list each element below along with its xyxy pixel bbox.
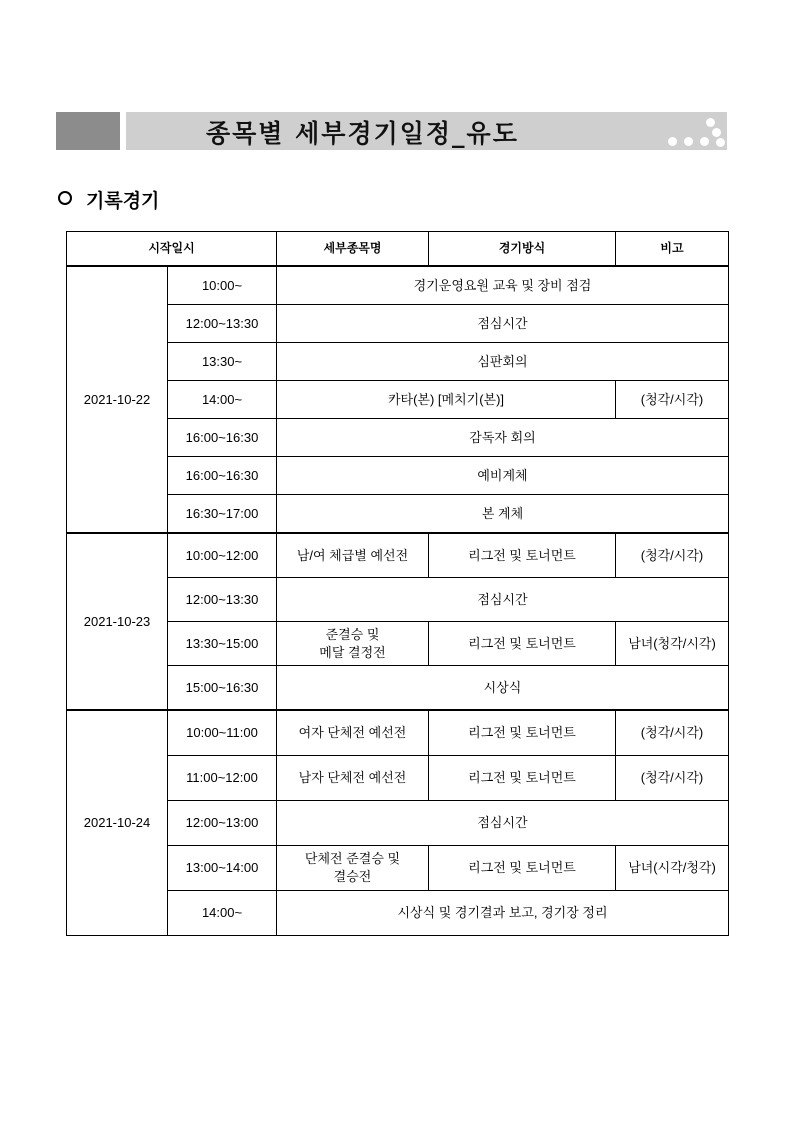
method-cell: 리그전 및 토너먼트 — [429, 533, 616, 578]
merged-cell: 점심시간 — [277, 578, 729, 622]
time-cell: 13:00~14:00 — [168, 846, 277, 891]
table-row — [67, 533, 729, 578]
event-cell: 남자 단체전 예선전 — [277, 756, 429, 801]
header-event: 세부종목명 — [277, 232, 429, 267]
section-title: 기록경기 — [86, 190, 160, 212]
time-cell: 12:00~13:30 — [168, 305, 277, 343]
note-cell: 남녀(시각/청각) — [616, 846, 729, 891]
method-cell: 리그전 및 토너먼트 — [429, 846, 616, 891]
note-cell: (청각/시각) — [616, 533, 729, 578]
method-cell: 리그전 및 토너먼트 — [429, 622, 616, 666]
event-line: 단체전 준결승 및 — [304, 851, 401, 867]
merged-cell: 심판회의 — [277, 343, 729, 381]
time-cell: 16:00~16:30 — [168, 457, 277, 495]
header-start: 시작일시 — [67, 232, 277, 267]
table-header-row — [67, 232, 729, 267]
time-cell: 14:00~ — [168, 381, 277, 419]
time-cell: 16:00~16:30 — [168, 419, 277, 457]
note-cell: (청각/시각) — [616, 756, 729, 801]
event-cell — [277, 846, 429, 891]
event-line: 준결승 및 — [325, 626, 380, 642]
merged-cell: 본 계체 — [277, 495, 729, 534]
date-cell: 2021-10-24 — [67, 710, 168, 936]
event-cell: 여자 단체전 예선전 — [277, 710, 429, 756]
table-row — [67, 266, 729, 305]
bullet-circle-icon — [58, 191, 72, 205]
header-note: 비고 — [616, 232, 729, 267]
merged-cell: 예비계체 — [277, 457, 729, 495]
title-banner — [56, 112, 727, 150]
time-cell: 10:00~12:00 — [168, 533, 277, 578]
merged-cell: 시상식 — [277, 666, 729, 711]
merged-cell: 경기운영요원 교육 및 장비 점검 — [277, 266, 729, 305]
header-method: 경기방식 — [429, 232, 616, 267]
section-heading — [58, 186, 159, 213]
event-line: 결승전 — [333, 869, 372, 884]
schedule-table — [66, 231, 729, 936]
dots-decoration-icon — [666, 116, 726, 148]
method-cell: 리그전 및 토너먼트 — [429, 756, 616, 801]
merged-cell: 감독자 회의 — [277, 419, 729, 457]
time-cell: 13:30~15:00 — [168, 622, 277, 666]
merged-cell: 시상식 및 경기결과 보고, 경기장 정리 — [277, 891, 729, 936]
date-cell: 2021-10-22 — [67, 266, 168, 533]
method-cell: 리그전 및 토너먼트 — [429, 710, 616, 756]
time-cell: 11:00~12:00 — [168, 756, 277, 801]
time-cell: 10:00~ — [168, 266, 277, 305]
merged-cell: 카타(본) [메치기(본)] — [277, 381, 616, 419]
page-title: 종목별 세부경기일정_유도 — [206, 119, 519, 148]
time-cell: 14:00~ — [168, 891, 277, 936]
merged-cell: 점심시간 — [277, 305, 729, 343]
time-cell: 15:00~16:30 — [168, 666, 277, 711]
time-cell: 13:30~ — [168, 343, 277, 381]
note-cell: (청각/시각) — [616, 710, 729, 756]
time-cell: 12:00~13:30 — [168, 578, 277, 622]
table-row — [67, 710, 729, 756]
banner-accent-block — [56, 112, 120, 150]
time-cell: 16:30~17:00 — [168, 495, 277, 534]
note-cell: (청각/시각) — [616, 381, 729, 419]
date-cell: 2021-10-23 — [67, 533, 168, 710]
event-cell: 남/여 체급별 예선전 — [277, 533, 429, 578]
note-cell: 남녀(청각/시각) — [616, 622, 729, 666]
time-cell: 12:00~13:00 — [168, 801, 277, 846]
merged-cell: 점심시간 — [277, 801, 729, 846]
event-line: 메달 결정전 — [319, 644, 386, 660]
time-cell: 10:00~11:00 — [168, 710, 277, 756]
event-cell — [277, 622, 429, 666]
